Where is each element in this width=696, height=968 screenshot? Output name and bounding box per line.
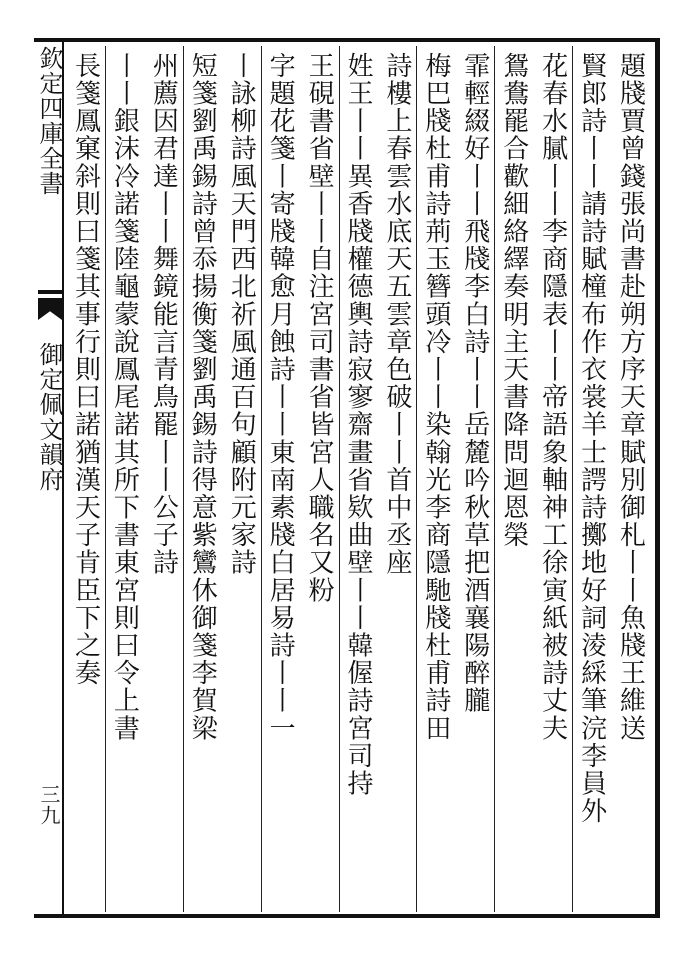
margin-page-number: 三九 xyxy=(37,784,61,826)
fishtail-mark-bar xyxy=(38,290,62,294)
text-column: 賢郎詩丨丨請詩賦橦布作衣裳羊士諤詩擲地好詞淩綵筆浣李員外 xyxy=(576,52,607,825)
text-column: 丨丨銀沫冷諾箋陸龜蒙說鳳尾諾其所下書東宮則曰令上書 xyxy=(109,52,140,742)
text-column: 短箋劉禹錫詩曾忝揚衡箋劉禹錫詩得意紫鸞休御箋李賀梁 xyxy=(187,52,218,742)
column-rule xyxy=(105,46,106,912)
column-rule xyxy=(183,46,184,912)
text-column: 姓王丨丨異香牋權德輿詩寂寥齋畫省欵曲壁丨丨韓偓詩宮司持 xyxy=(343,52,373,798)
text-column: 霏輕綴好丨丨飛牋李白詩丨丨岳麓吟秋草把酒襄陽醉朧 xyxy=(459,52,490,715)
column-rule xyxy=(494,46,495,912)
text-column: 詩樓上春雲水底天五雲章色破丨丨首中丞座 xyxy=(381,52,412,577)
column-rule xyxy=(339,46,340,912)
text-column: 丨詠柳詩風天門西北祈風通百句顧附元家詩 xyxy=(226,52,257,577)
column-rule xyxy=(416,46,417,912)
margin-book-title: 欽定四庫全書 xyxy=(35,46,63,196)
text-column: 王硯書省壁丨丨自注宮司書省皆宮人職名又粉 xyxy=(304,52,335,604)
page-margin-strip xyxy=(34,42,64,914)
column-rule xyxy=(261,46,262,912)
margin-volume-title: 御定佩文韻府 xyxy=(35,342,63,492)
text-column: 長箋鳳窠斜則曰箋其事行則曰諾猶漢天子肯臣下之奏 xyxy=(70,52,101,687)
text-column: 梅巴牋杜甫詩荊玉簪頭冷丨丨染翰光李商隱馳牋杜甫詩田 xyxy=(420,52,451,742)
text-column: 題牋賈曾錢張尚書赴朔方序天章賦別御札丨丨魚牋王維送 xyxy=(615,52,646,742)
text-column: 鴛鴦罷合歡細絡繹奏明主天書降問迴恩榮 xyxy=(498,52,529,549)
text-column: 州薦因君達丨丨舞鏡能言青鳥罷丨丨公子詩 xyxy=(148,52,179,577)
text-column: 字題花箋丨寄牋韓愈月蝕詩丨丨東南素牋白居易詩丨丨一 xyxy=(265,52,296,742)
text-column: 花春水膩丨丨李商隱表丨丨帝語象軸神工徐寅紙被詩丈夫 xyxy=(537,52,568,742)
column-rule xyxy=(572,46,573,912)
